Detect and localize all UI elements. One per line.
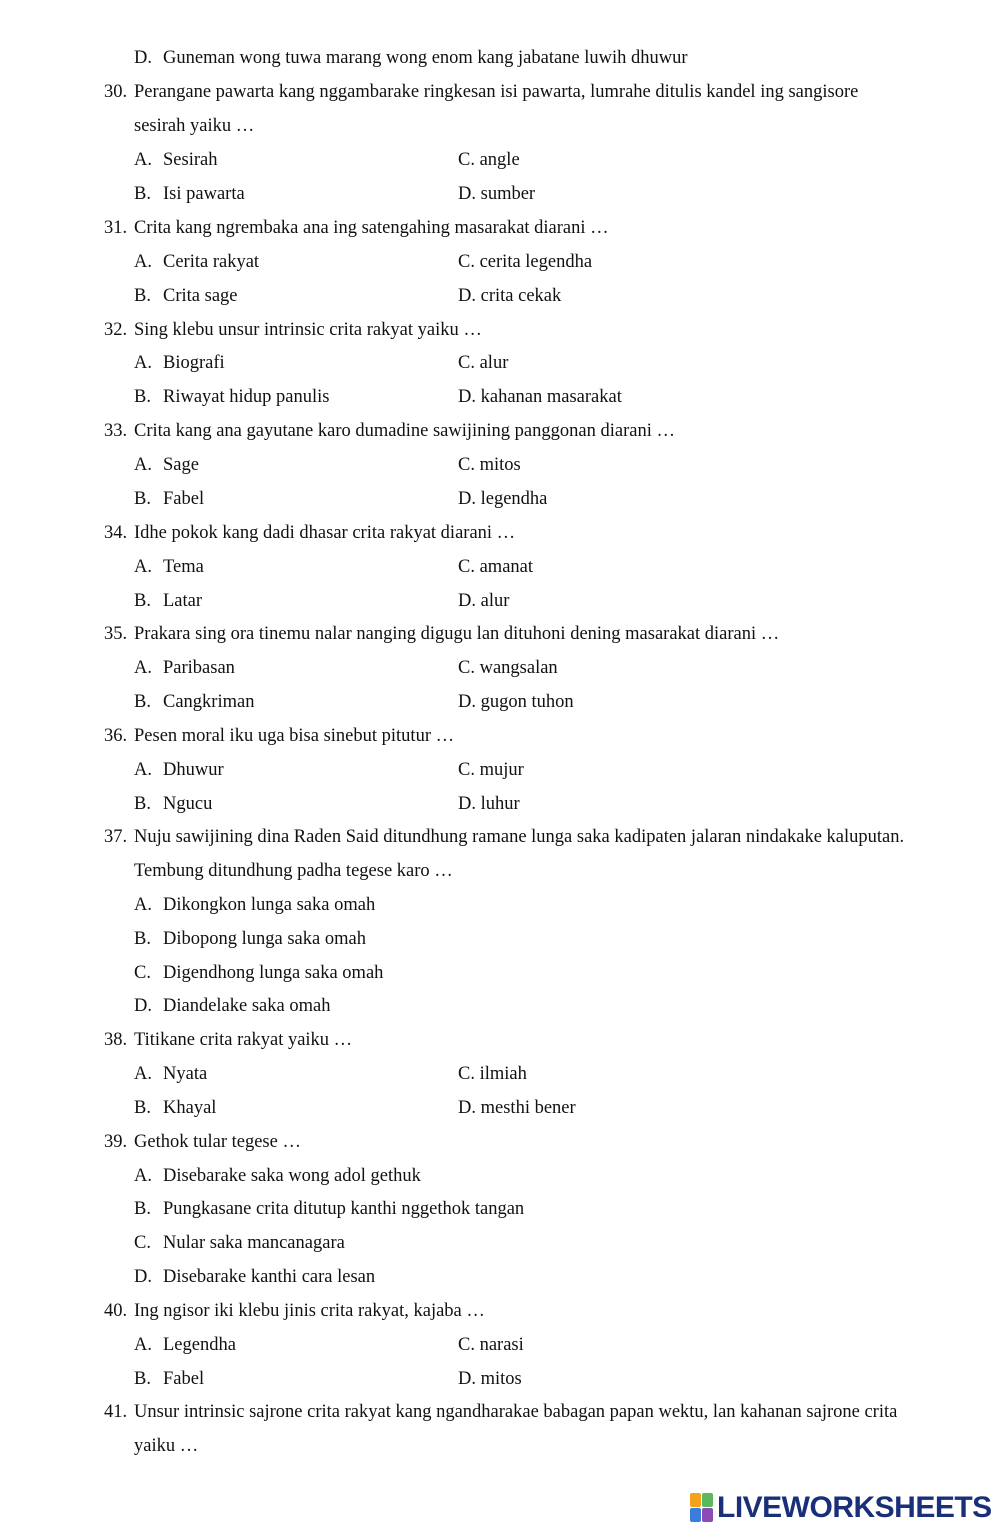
logo-text: LIVEWORKSHEETS bbox=[717, 1491, 992, 1524]
question-number: 33. bbox=[104, 421, 128, 441]
option-row bbox=[0, 584, 1000, 618]
option-d: D. mesthi bener bbox=[458, 1098, 576, 1118]
option-row bbox=[0, 1091, 1000, 1125]
question-number: 36. bbox=[104, 726, 128, 746]
option-c: C. mitos bbox=[458, 455, 521, 475]
liveworksheets-logo[interactable] bbox=[690, 1488, 992, 1528]
question-number: 38. bbox=[104, 1030, 128, 1050]
question-text: Pesen moral iku uga bisa sinebut pitutur … bbox=[134, 726, 455, 746]
option-d: D. Diandelake saka omah bbox=[134, 996, 331, 1016]
question-number: 30. bbox=[104, 82, 128, 102]
option-c: C. cerita legendha bbox=[458, 252, 593, 272]
option-row bbox=[0, 177, 1000, 211]
question-33 bbox=[0, 414, 1000, 448]
option-a: A. Paribasan bbox=[134, 658, 235, 678]
option-d: D. mitos bbox=[458, 1369, 522, 1389]
option-d: D. gugon tuhon bbox=[458, 692, 574, 712]
option-b: B. Khayal bbox=[134, 1098, 217, 1118]
option-row bbox=[0, 1362, 1000, 1396]
option-row bbox=[0, 380, 1000, 414]
option-b: B. Fabel bbox=[134, 1369, 205, 1389]
option-c: C. mujur bbox=[458, 760, 524, 780]
question-text: Tembung ditundhung padha tegese karo … bbox=[134, 861, 453, 881]
question-text: sesirah yaiku … bbox=[134, 116, 255, 136]
question-text: Sing klebu unsur intrinsic crita rakyat yaiku … bbox=[134, 320, 482, 340]
question-31 bbox=[0, 211, 1000, 245]
option-c: C. alur bbox=[458, 353, 509, 373]
option-row bbox=[0, 888, 1000, 922]
question-number: 35. bbox=[104, 624, 128, 644]
option-a: A. Cerita rakyat bbox=[134, 252, 260, 272]
option-c: C. angle bbox=[458, 150, 520, 170]
option-c: C. ilmiah bbox=[458, 1064, 527, 1084]
option-a: A. Sage bbox=[134, 455, 199, 475]
option-row bbox=[0, 41, 1000, 75]
question-39 bbox=[0, 1125, 1000, 1159]
question-number: 41. bbox=[104, 1402, 128, 1422]
question-number: 32. bbox=[104, 320, 128, 340]
question-text: Gethok tular tegese … bbox=[134, 1132, 301, 1152]
option-row bbox=[0, 550, 1000, 584]
option-row bbox=[0, 1192, 1000, 1226]
option-a: A. Legendha bbox=[134, 1335, 236, 1355]
option-a: A. Disebarake saka wong adol gethuk bbox=[134, 1166, 421, 1186]
option-row bbox=[0, 482, 1000, 516]
option-b: B. Fabel bbox=[134, 489, 205, 509]
option-a: A. Nyata bbox=[134, 1064, 208, 1084]
option-d: D. kahanan masarakat bbox=[458, 387, 622, 407]
question-text: Titikane crita rakyat yaiku … bbox=[134, 1030, 353, 1050]
question-number: 37. bbox=[104, 827, 128, 847]
option-b: B. Dibopong lunga saka omah bbox=[134, 929, 366, 949]
question-34 bbox=[0, 516, 1000, 550]
option-c: C. Nular saka mancanagara bbox=[134, 1233, 345, 1253]
question-30 bbox=[0, 75, 1000, 109]
option-row bbox=[0, 1260, 1000, 1294]
question-text: Prakara sing ora tinemu nalar nanging digugu lan dituhoni dening masarakat diarani … bbox=[134, 624, 780, 644]
option-d: D. sumber bbox=[458, 184, 536, 204]
option-row bbox=[0, 279, 1000, 313]
option-row bbox=[0, 989, 1000, 1023]
option-row bbox=[0, 143, 1000, 177]
option-a: A. Dhuwur bbox=[134, 760, 224, 780]
option-row bbox=[0, 1328, 1000, 1362]
option-b: B. Ngucu bbox=[134, 794, 213, 814]
question-35 bbox=[0, 617, 1000, 651]
question-text: Crita kang ngrembaka ana ing satengahing masarakat diarani … bbox=[134, 218, 609, 238]
option-row bbox=[0, 448, 1000, 482]
question-36 bbox=[0, 719, 1000, 753]
option-a: A. Dikongkon lunga saka omah bbox=[134, 895, 376, 915]
question-37 bbox=[0, 820, 1000, 854]
option-row bbox=[0, 346, 1000, 380]
option-d: D. legendha bbox=[458, 489, 548, 509]
question-number: 34. bbox=[104, 523, 128, 543]
option-b: B. Latar bbox=[134, 591, 203, 611]
option-row bbox=[0, 787, 1000, 821]
question-text: Perangane pawarta kang nggambarake ringkesan isi pawarta, lumrahe ditulis kandel ing sangisore bbox=[134, 82, 859, 102]
option-row bbox=[0, 1057, 1000, 1091]
option-c: C. Digendhong lunga saka omah bbox=[134, 963, 384, 983]
option-b: B. Isi pawarta bbox=[134, 184, 245, 204]
liveworksheets-logo-icon bbox=[690, 1493, 714, 1523]
option-row bbox=[0, 685, 1000, 719]
question-text: Nuju sawijining dina Raden Said ditundhung ramane lunga saka kadipaten jalaran nindakake kaluputan. bbox=[134, 827, 905, 847]
question-text: Idhe pokok kang dadi dhasar crita rakyat diarani … bbox=[134, 523, 516, 543]
question-41-cont bbox=[0, 1429, 1000, 1463]
option-row bbox=[0, 956, 1000, 990]
question-number: 31. bbox=[104, 218, 128, 238]
question-text: Crita kang ana gayutane karo dumadine sawijining panggonan diarani … bbox=[134, 421, 675, 441]
question-41 bbox=[0, 1395, 1000, 1429]
option-d: D. luhur bbox=[458, 794, 520, 814]
question-text: Unsur intrinsic sajrone crita rakyat kang ngandharakae babagan papan wektu, lan kahanan sajrone crita bbox=[134, 1402, 898, 1422]
option-d: D. crita cekak bbox=[458, 286, 562, 306]
option-row bbox=[0, 245, 1000, 279]
option-row bbox=[0, 1159, 1000, 1193]
option-row bbox=[0, 1226, 1000, 1260]
option-a: A. Tema bbox=[134, 557, 204, 577]
option-d: D. alur bbox=[458, 591, 510, 611]
question-30-cont bbox=[0, 109, 1000, 143]
question-40 bbox=[0, 1294, 1000, 1328]
option-row bbox=[0, 922, 1000, 956]
option-a: A. Sesirah bbox=[134, 150, 218, 170]
option-row bbox=[0, 651, 1000, 685]
option-c: C. amanat bbox=[458, 557, 534, 577]
question-38 bbox=[0, 1023, 1000, 1057]
option-b: B. Pungkasane crita ditutup kanthi nggethok tangan bbox=[134, 1199, 525, 1219]
question-number: 40. bbox=[104, 1301, 128, 1321]
option-b: B. Riwayat hidup panulis bbox=[134, 387, 330, 407]
option-b: B. Crita sage bbox=[134, 286, 238, 306]
question-32 bbox=[0, 313, 1000, 347]
option-b: B. Cangkriman bbox=[134, 692, 255, 712]
option-row bbox=[0, 753, 1000, 787]
question-text: yaiku … bbox=[134, 1436, 199, 1456]
option-d: D. Disebarake kanthi cara lesan bbox=[134, 1267, 376, 1287]
option-c: C. narasi bbox=[458, 1335, 524, 1355]
option-d: D. Guneman wong tuwa marang wong enom kang jabatane luwih dhuwur bbox=[134, 48, 688, 68]
option-c: C. wangsalan bbox=[458, 658, 558, 678]
question-text: Ing ngisor iki klebu jinis crita rakyat, kajaba … bbox=[134, 1301, 485, 1321]
option-a: A. Biografi bbox=[134, 353, 225, 373]
question-37-cont bbox=[0, 854, 1000, 888]
question-number: 39. bbox=[104, 1132, 128, 1152]
